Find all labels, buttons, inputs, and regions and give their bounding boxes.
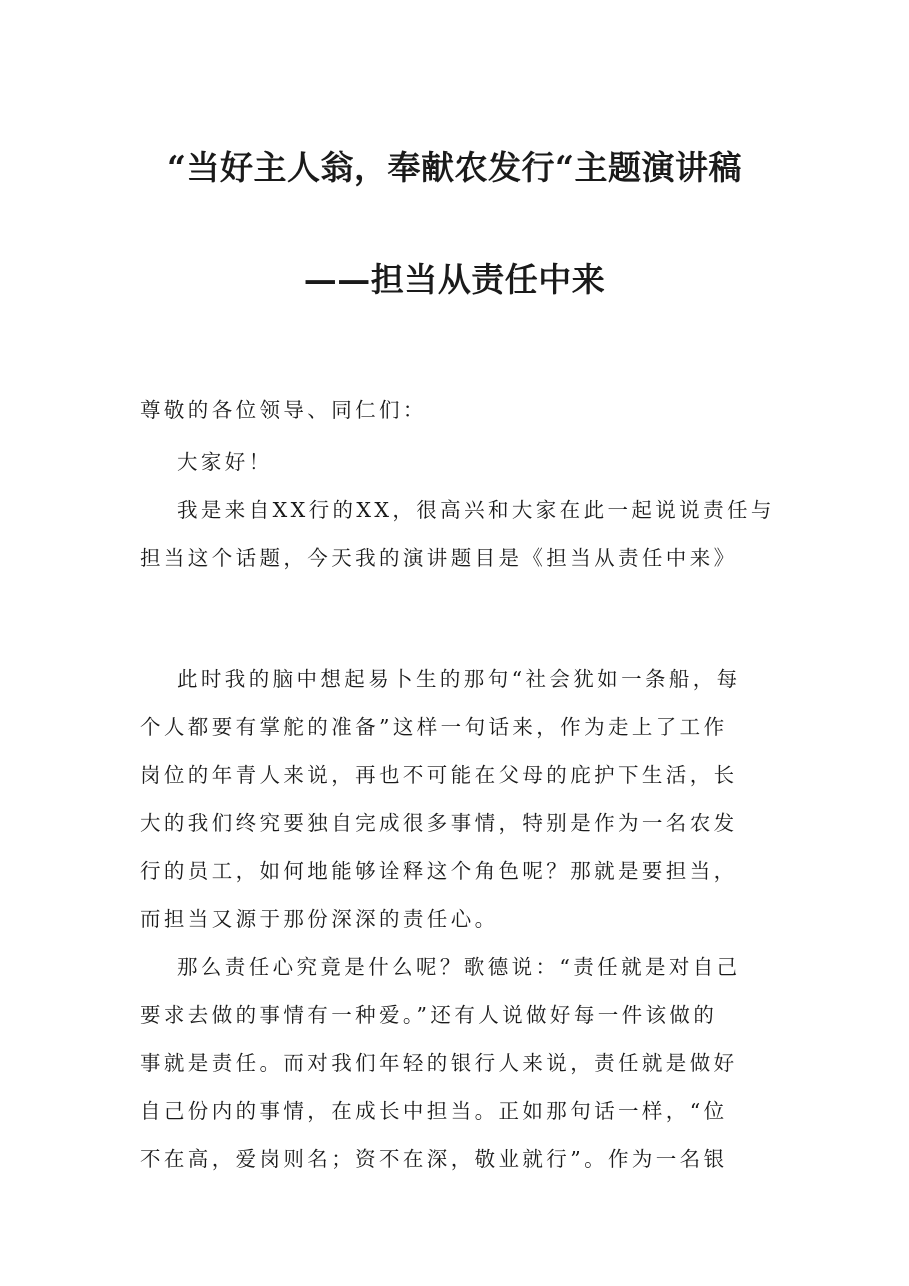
paragraph-line: 行的员工，如何地能够诠释这个角色呢？那就是要担当，	[140, 859, 738, 883]
greeting-line: 大家好！	[177, 450, 273, 474]
paragraph-line: 岗位的年青人来说，再也不可能在父母的庇护下生活，长	[140, 763, 738, 787]
paragraph-line: 不在高，爱岗则名；资不在深，敬业就行”。作为一名银	[140, 1147, 728, 1171]
document-subtitle: ——担当从责任中来	[303, 260, 606, 299]
paragraph-line: 要求去做的事情有一种爱。”还有人说做好每一件该做的	[140, 1003, 718, 1027]
paragraph-line: 自己份内的事情，在成长中担当。正如那句话一样，“位	[140, 1099, 728, 1123]
paragraph-line: 那么责任心究竟是什么呢？歌德说：“责任就是对自己	[177, 955, 741, 979]
paragraph-line: 大的我们终究要独自完成很多事情，特别是作为一名农发	[140, 811, 738, 835]
salutation-line: 尊敬的各位领导、同仁们：	[140, 398, 427, 422]
paragraph-line: 此时我的脑中想起易卜生的那句“社会犹如一条船，每	[177, 667, 741, 691]
paragraph-line: 而担当又源于那份深深的责任心。	[140, 907, 499, 931]
paragraph-line: 事就是责任。而对我们年轻的银行人来说，责任就是做好	[140, 1051, 738, 1075]
paragraph-line: 我是来自XX行的XX，很高兴和大家在此一起说说责任与	[177, 498, 775, 522]
paragraph-line: 担当这个话题，今天我的演讲题目是《担当从责任中来》	[140, 546, 738, 570]
document-title: “当好主人翁，奉献农发行“主题演讲稿	[167, 148, 742, 187]
paragraph-line: 个人都要有掌舵的准备”这样一句话来，作为走上了工作	[140, 715, 728, 739]
